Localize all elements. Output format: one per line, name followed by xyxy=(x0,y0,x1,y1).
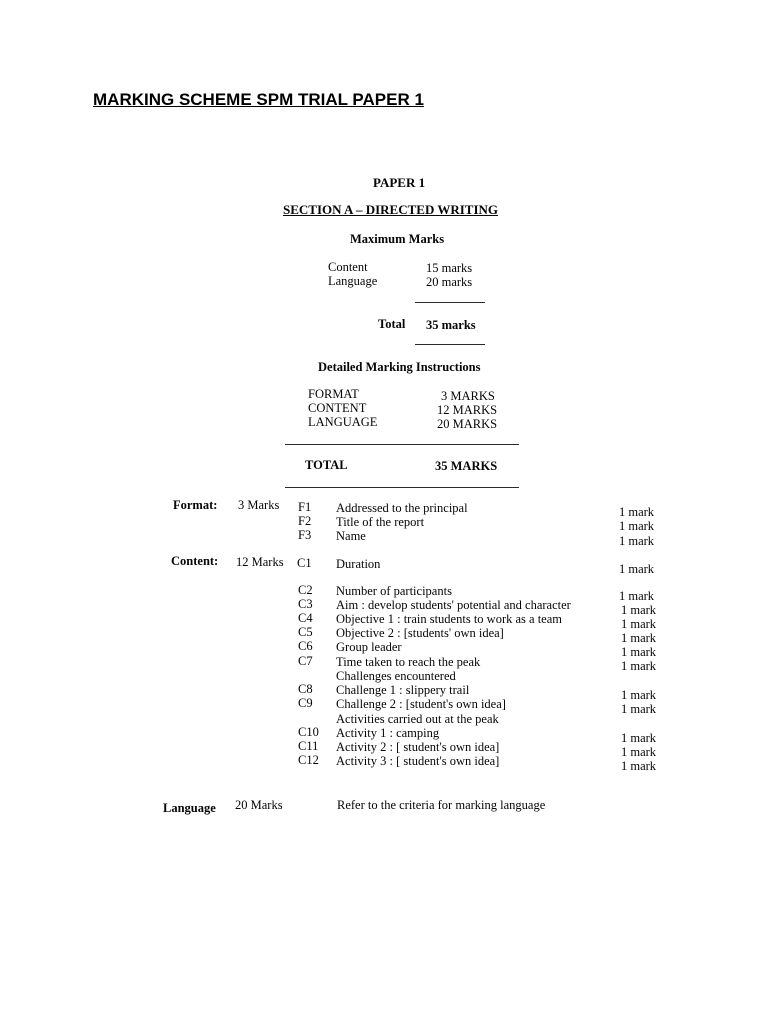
row-c4-text: Objective 1 : train students to work as a team xyxy=(336,612,562,626)
row-c5-mark: 1 mark xyxy=(621,631,657,645)
row-c3-code: C3 xyxy=(298,597,313,611)
row-c3-mark: 1 mark xyxy=(621,603,657,617)
section-title: SECTION A – DIRECTED WRITING xyxy=(283,202,499,217)
row-c8-text: Challenge 1 : slippery trail xyxy=(336,683,470,697)
max-divider xyxy=(415,302,485,303)
content-marks: 12 Marks xyxy=(236,555,284,569)
row-c1-text: Duration xyxy=(336,557,381,571)
row-c12-text: Activity 3 : [ student's own idea] xyxy=(336,754,500,768)
row-c11-mark: 1 mark xyxy=(621,745,657,759)
detail-divider xyxy=(285,444,519,445)
max-total-value: 35 marks xyxy=(426,318,476,332)
row-f3-code: F3 xyxy=(298,528,312,542)
row-f1-mark: 1 mark xyxy=(619,505,655,519)
row-c10-code: C10 xyxy=(298,725,319,739)
row-c7-mark: 1 mark xyxy=(621,659,657,673)
detail-format-label: FORMAT xyxy=(308,387,359,401)
max-total-divider xyxy=(415,344,485,345)
row-c3-text: Aim : develop students' potential and character xyxy=(336,598,571,612)
detail-total-value: 35 MARKS xyxy=(435,459,498,473)
detailed-title: Detailed Marking Instructions xyxy=(318,360,481,374)
row-c11-code: C11 xyxy=(298,739,319,753)
row-activities-heading: Activities carried out at the peak xyxy=(336,712,499,726)
row-f2-text: Title of the report xyxy=(336,515,425,529)
document-heading: MARKING SCHEME SPM TRIAL PAPER 1 xyxy=(93,90,424,109)
row-f2-code: F2 xyxy=(298,514,312,528)
max-content-value: 15 marks xyxy=(426,261,473,275)
row-c1-code: C1 xyxy=(297,556,312,570)
format-label: Format: xyxy=(173,498,218,512)
row-c8-mark: 1 mark xyxy=(621,688,657,702)
detail-language-value: 20 MARKS xyxy=(437,417,498,431)
row-c9-mark: 1 mark xyxy=(621,702,657,716)
row-c2-mark: 1 mark xyxy=(619,589,655,603)
row-c7-text: Time taken to reach the peak xyxy=(336,655,481,669)
row-c9-text: Challenge 2 : [student's own idea] xyxy=(336,697,506,711)
row-c8-code: C8 xyxy=(298,682,313,696)
row-c2-text: Number of participants xyxy=(336,584,452,598)
max-content-label: Content xyxy=(328,260,368,274)
row-c11-text: Activity 2 : [ student's own idea] xyxy=(336,740,500,754)
row-c6-mark: 1 mark xyxy=(621,645,657,659)
detail-content-label: CONTENT xyxy=(308,401,367,415)
paper-title: PAPER 1 xyxy=(373,175,426,190)
language-label: Language xyxy=(163,801,216,815)
row-f2-mark: 1 mark xyxy=(619,519,655,533)
row-c5-code: C5 xyxy=(298,625,313,639)
max-language-label: Language xyxy=(328,274,378,288)
row-c4-mark: 1 mark xyxy=(621,617,657,631)
content-label: Content: xyxy=(171,554,219,568)
max-language-value: 20 marks xyxy=(426,275,473,289)
row-c1-mark: 1 mark xyxy=(619,562,655,576)
detail-content-value: 12 MARKS xyxy=(437,403,498,417)
language-text: Refer to the criteria for marking language xyxy=(337,798,546,812)
language-marks: 20 Marks xyxy=(235,798,283,812)
detail-total-label: TOTAL xyxy=(305,458,348,472)
row-f3-mark: 1 mark xyxy=(619,534,655,548)
row-c7-code: C7 xyxy=(298,654,313,668)
row-c12-mark: 1 mark xyxy=(621,759,657,773)
row-c6-code: C6 xyxy=(298,639,313,653)
row-c2-code: C2 xyxy=(298,583,313,597)
row-c6-text: Group leader xyxy=(336,640,402,654)
row-f1-text: Addressed to the principal xyxy=(336,501,468,515)
max-total-label: Total xyxy=(378,317,406,331)
row-f1-code: F1 xyxy=(298,500,312,514)
row-c12-code: C12 xyxy=(298,753,319,767)
row-c4-code: C4 xyxy=(298,611,313,625)
detail-format-value: 3 MARKS xyxy=(441,389,495,403)
detail-language-label: LANGUAGE xyxy=(308,415,378,429)
row-c10-text: Activity 1 : camping xyxy=(336,726,440,740)
row-c5-text: Objective 2 : [students' own idea] xyxy=(336,626,504,640)
row-c9-code: C9 xyxy=(298,696,313,710)
max-marks-title: Maximum Marks xyxy=(350,232,445,246)
row-f3-text: Name xyxy=(336,529,366,543)
row-c10-mark: 1 mark xyxy=(621,731,657,745)
format-marks: 3 Marks xyxy=(238,498,280,512)
row-challenges-heading: Challenges encountered xyxy=(336,669,456,683)
detail-total-divider xyxy=(285,487,519,488)
